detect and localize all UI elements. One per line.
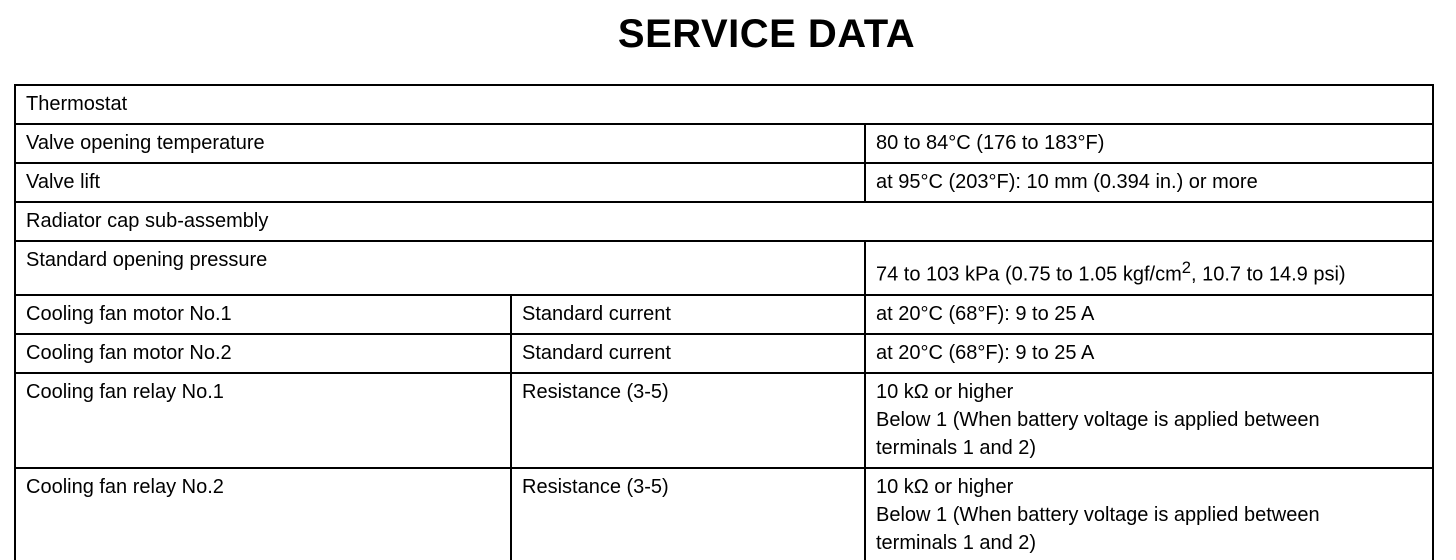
section-header-thermostat: Thermostat [15, 85, 1433, 124]
value-line: 10 kΩ or higher [876, 475, 1014, 498]
item-cell: Cooling fan relay No.2 [15, 468, 511, 560]
value-cell: at 20°C (68°F): 9 to 25 A [865, 334, 1433, 373]
value-cell [865, 241, 1433, 295]
value-line: 10 kΩ or higher [876, 380, 1014, 403]
table-row-fan-motor-2 [15, 334, 1433, 373]
value-line: terminals 1 and 2) [876, 436, 1037, 459]
condition-cell: Resistance (3-5) [511, 373, 865, 468]
condition-cell: Resistance (3-5) [511, 468, 865, 560]
item-cell: Standard opening pressure [15, 241, 865, 295]
table-row-radiator-cap [15, 202, 1433, 241]
table-row-fan-relay-2 [15, 468, 1433, 560]
table-row-valve-opening-temperature [15, 124, 1433, 163]
item-cell: Cooling fan motor No.2 [15, 334, 511, 373]
condition-cell: Standard current [511, 334, 865, 373]
table-row-valve-lift [15, 163, 1433, 202]
value-line: Below 1 (When battery voltage is applied between [876, 408, 1320, 431]
item-cell: Cooling fan relay No.1 [15, 373, 511, 468]
value-cell: 80 to 84°C (176 to 183°F) [865, 124, 1433, 163]
page-title: SERVICE DATA [617, 12, 916, 56]
value-line: terminals 1 and 2) [876, 531, 1037, 554]
condition-cell: Standard current [511, 295, 865, 334]
table-row-standard-opening-pressure [15, 241, 1433, 295]
item-cell: Cooling fan motor No.1 [15, 295, 511, 334]
superscript: 2 [1181, 258, 1192, 277]
value-cell: at 20°C (68°F): 9 to 25 A [865, 295, 1433, 334]
table-row-fan-motor-1 [15, 295, 1433, 334]
item-cell: Valve lift [15, 163, 865, 202]
item-cell: Valve opening temperature [15, 124, 865, 163]
table-row-thermostat [15, 85, 1433, 124]
pressure-value: 74 to 103 kPa (0.75 to 1.05 kgf/$cm^2$, 10.7 to 14.9 psi) [876, 258, 1346, 286]
value-cell [865, 468, 1433, 560]
value-cell [865, 373, 1433, 468]
table-row-fan-relay-1 [15, 373, 1433, 468]
section-header-radiator-cap: Radiator cap sub-assembly [15, 202, 1433, 241]
value-cell: at 95°C (203°F): 10 mm (0.394 in.) or more [865, 163, 1433, 202]
value-line: Below 1 (When battery voltage is applied between [876, 503, 1320, 526]
service-data-table [14, 84, 1434, 560]
